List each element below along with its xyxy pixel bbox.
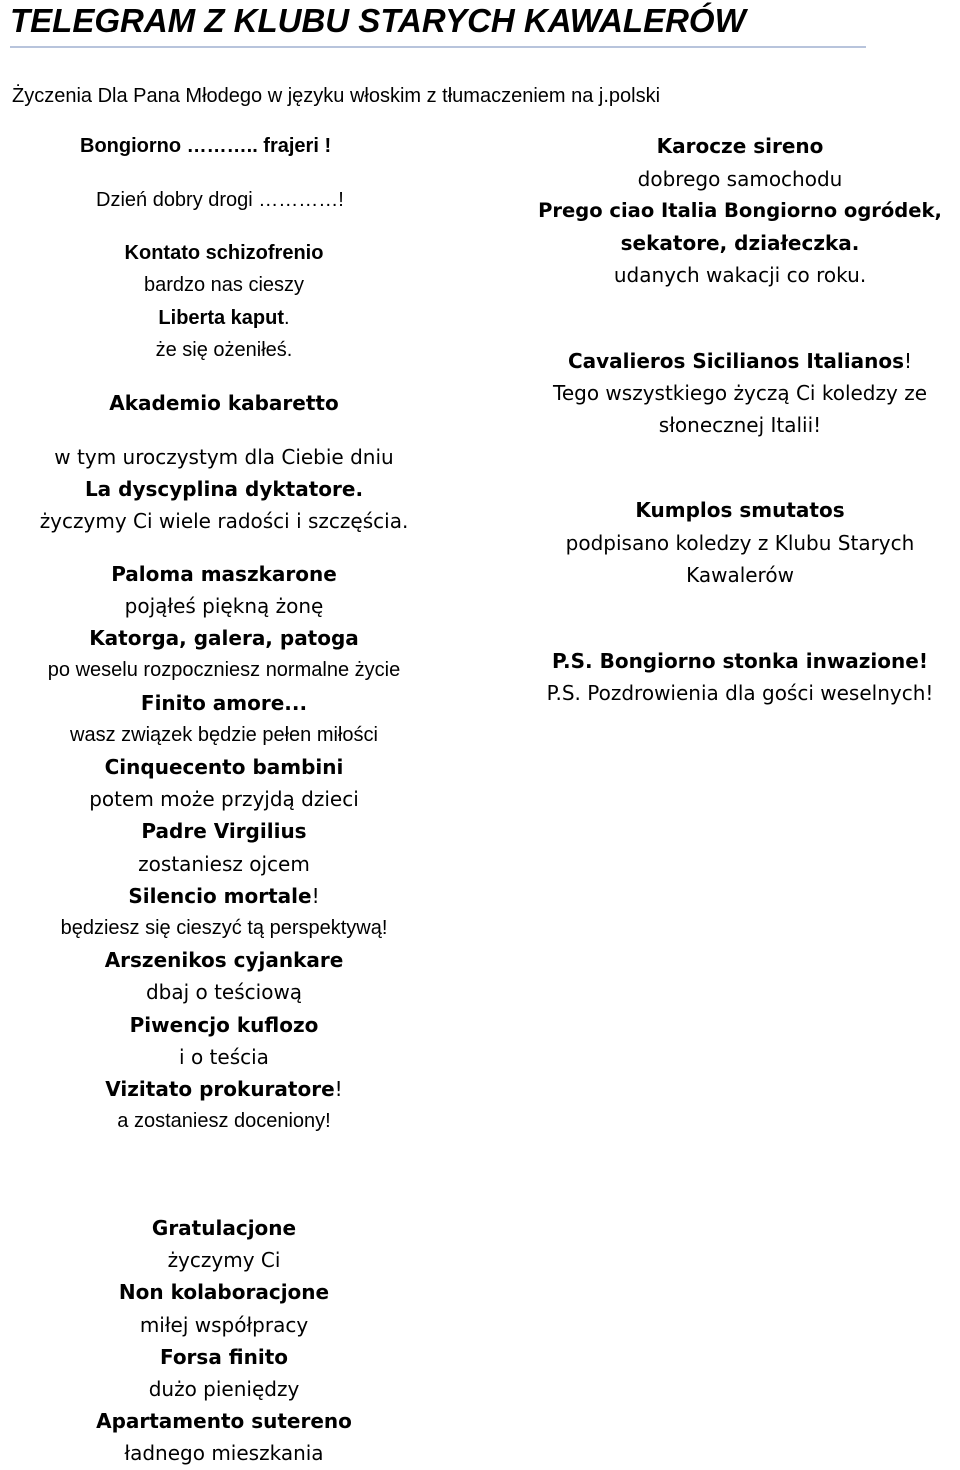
line-silencio-punct: ! bbox=[311, 884, 320, 908]
line-prego-2: sekatore, działeczka. bbox=[620, 231, 860, 255]
line-cavalieros-text: Cavalieros Sicilianos Italianos bbox=[567, 349, 905, 373]
line-wspolpracy: miłej współpracy bbox=[139, 1313, 309, 1337]
line-piwencjo: Piwencjo kuflozo bbox=[129, 1013, 319, 1037]
line-paloma: Paloma maszkarone bbox=[111, 562, 337, 586]
line-katorga: Katorga, galera, patoga bbox=[89, 626, 359, 650]
line-akademio: Akademio kabaretto bbox=[109, 391, 339, 415]
bottom-column bbox=[24, 0, 424, 1470]
line-dzieci: potem może przyjdą dzieci bbox=[89, 787, 359, 811]
line-vizitato-text: Vizitato prokuratore bbox=[105, 1077, 335, 1101]
line-kontato: Kontato schizofrenio bbox=[124, 242, 324, 264]
line-pieniedzy: dużo pieniędzy bbox=[148, 1377, 300, 1401]
line-kumplos: Kumplos smutatos bbox=[635, 498, 845, 522]
line-dyscyplina: La dyscyplina dyktatore. bbox=[84, 477, 364, 501]
line-ojcem: zostaniesz ojcem bbox=[138, 852, 310, 876]
line-zyczymy: życzymy Ci bbox=[167, 1248, 281, 1272]
line-non-kolaboracjone: Non kolaboracjone bbox=[118, 1280, 330, 1304]
line-zwiazek: wasz związek będzie pełen miłości bbox=[70, 724, 378, 746]
greeting-italian: Bongiorno ……….. frajeri ! bbox=[80, 135, 332, 157]
line-wakacji: udanych wakacji co roku. bbox=[613, 263, 867, 287]
line-po-weselu: po weselu rozpoczniesz normalne życie bbox=[47, 659, 401, 681]
line-silencio-text: Silencio mortale bbox=[128, 884, 312, 908]
line-pojales: pojąłeś piękną żonę bbox=[124, 594, 324, 618]
line-tego-2: słonecznej Italii! bbox=[658, 413, 822, 437]
line-samochodu: dobrego samochodu bbox=[637, 167, 843, 191]
line-padre: Padre Virgilius bbox=[141, 819, 307, 843]
line-cavalieros-punct: ! bbox=[904, 349, 913, 373]
line-tesciowa: dbaj o teściową bbox=[145, 980, 303, 1004]
line-tego-1: Tego wszystkiego życzą Ci koledzy ze bbox=[553, 381, 927, 405]
line-liberta-punct: . bbox=[284, 307, 290, 329]
line-podpisano-2: Kawalerów bbox=[686, 563, 794, 587]
line-forsa: Forsa finito bbox=[159, 1345, 289, 1369]
line-karocze: Karocze sireno bbox=[656, 134, 824, 158]
line-doceniony: a zostaniesz doceniony! bbox=[117, 1110, 331, 1132]
line-ps-2: P.S. Pozdrowienia dla gości weselnych! bbox=[546, 681, 934, 705]
right-column bbox=[520, 0, 960, 720]
greeting-polish: Dzień dobry drogi …………! bbox=[96, 189, 344, 211]
subtitle: Życzenia Dla Pana Młodego w języku włoskim z tłumaczeniem na j.polski bbox=[12, 85, 661, 107]
line-apartamento: Apartamento sutereno bbox=[96, 1409, 352, 1433]
line-perspektywa: będziesz się cieszyć tą perspektywą! bbox=[60, 917, 388, 939]
line-radosci: życzymy Ci wiele radości i szczęścia. bbox=[39, 509, 409, 533]
line-finito: Finito amore... bbox=[140, 691, 308, 715]
line-ozeniles: że się ożeniłeś. bbox=[155, 339, 293, 361]
line-bardzo: bardzo nas cieszy bbox=[143, 274, 305, 296]
line-cinquecento: Cinquecento bambini bbox=[104, 755, 344, 779]
line-vizitato-punct: ! bbox=[334, 1077, 343, 1101]
line-podpisano-1: podpisano koledzy z Klubu Starych bbox=[565, 531, 915, 555]
page-title: TELEGRAM Z KLUBU STARYCH KAWALERÓW bbox=[10, 2, 746, 39]
line-tescia: i o teścia bbox=[179, 1045, 269, 1069]
line-mieszkania: ładnego mieszkania bbox=[124, 1441, 324, 1465]
line-uroczystym: w tym uroczystym dla Ciebie dniu bbox=[54, 445, 394, 469]
line-prego-1: Prego ciao Italia Bongiorno ogródek, bbox=[538, 199, 942, 222]
line-ps-1: P.S. Bongiorno stonka inwazione! bbox=[552, 649, 928, 673]
line-arszenikos: Arszenikos cyjankare bbox=[104, 948, 344, 972]
line-gratulacjone: Gratulacjone bbox=[151, 1216, 297, 1240]
line-cavalieros bbox=[520, 347, 960, 375]
line-liberta-text: Liberta kaput bbox=[158, 307, 284, 329]
